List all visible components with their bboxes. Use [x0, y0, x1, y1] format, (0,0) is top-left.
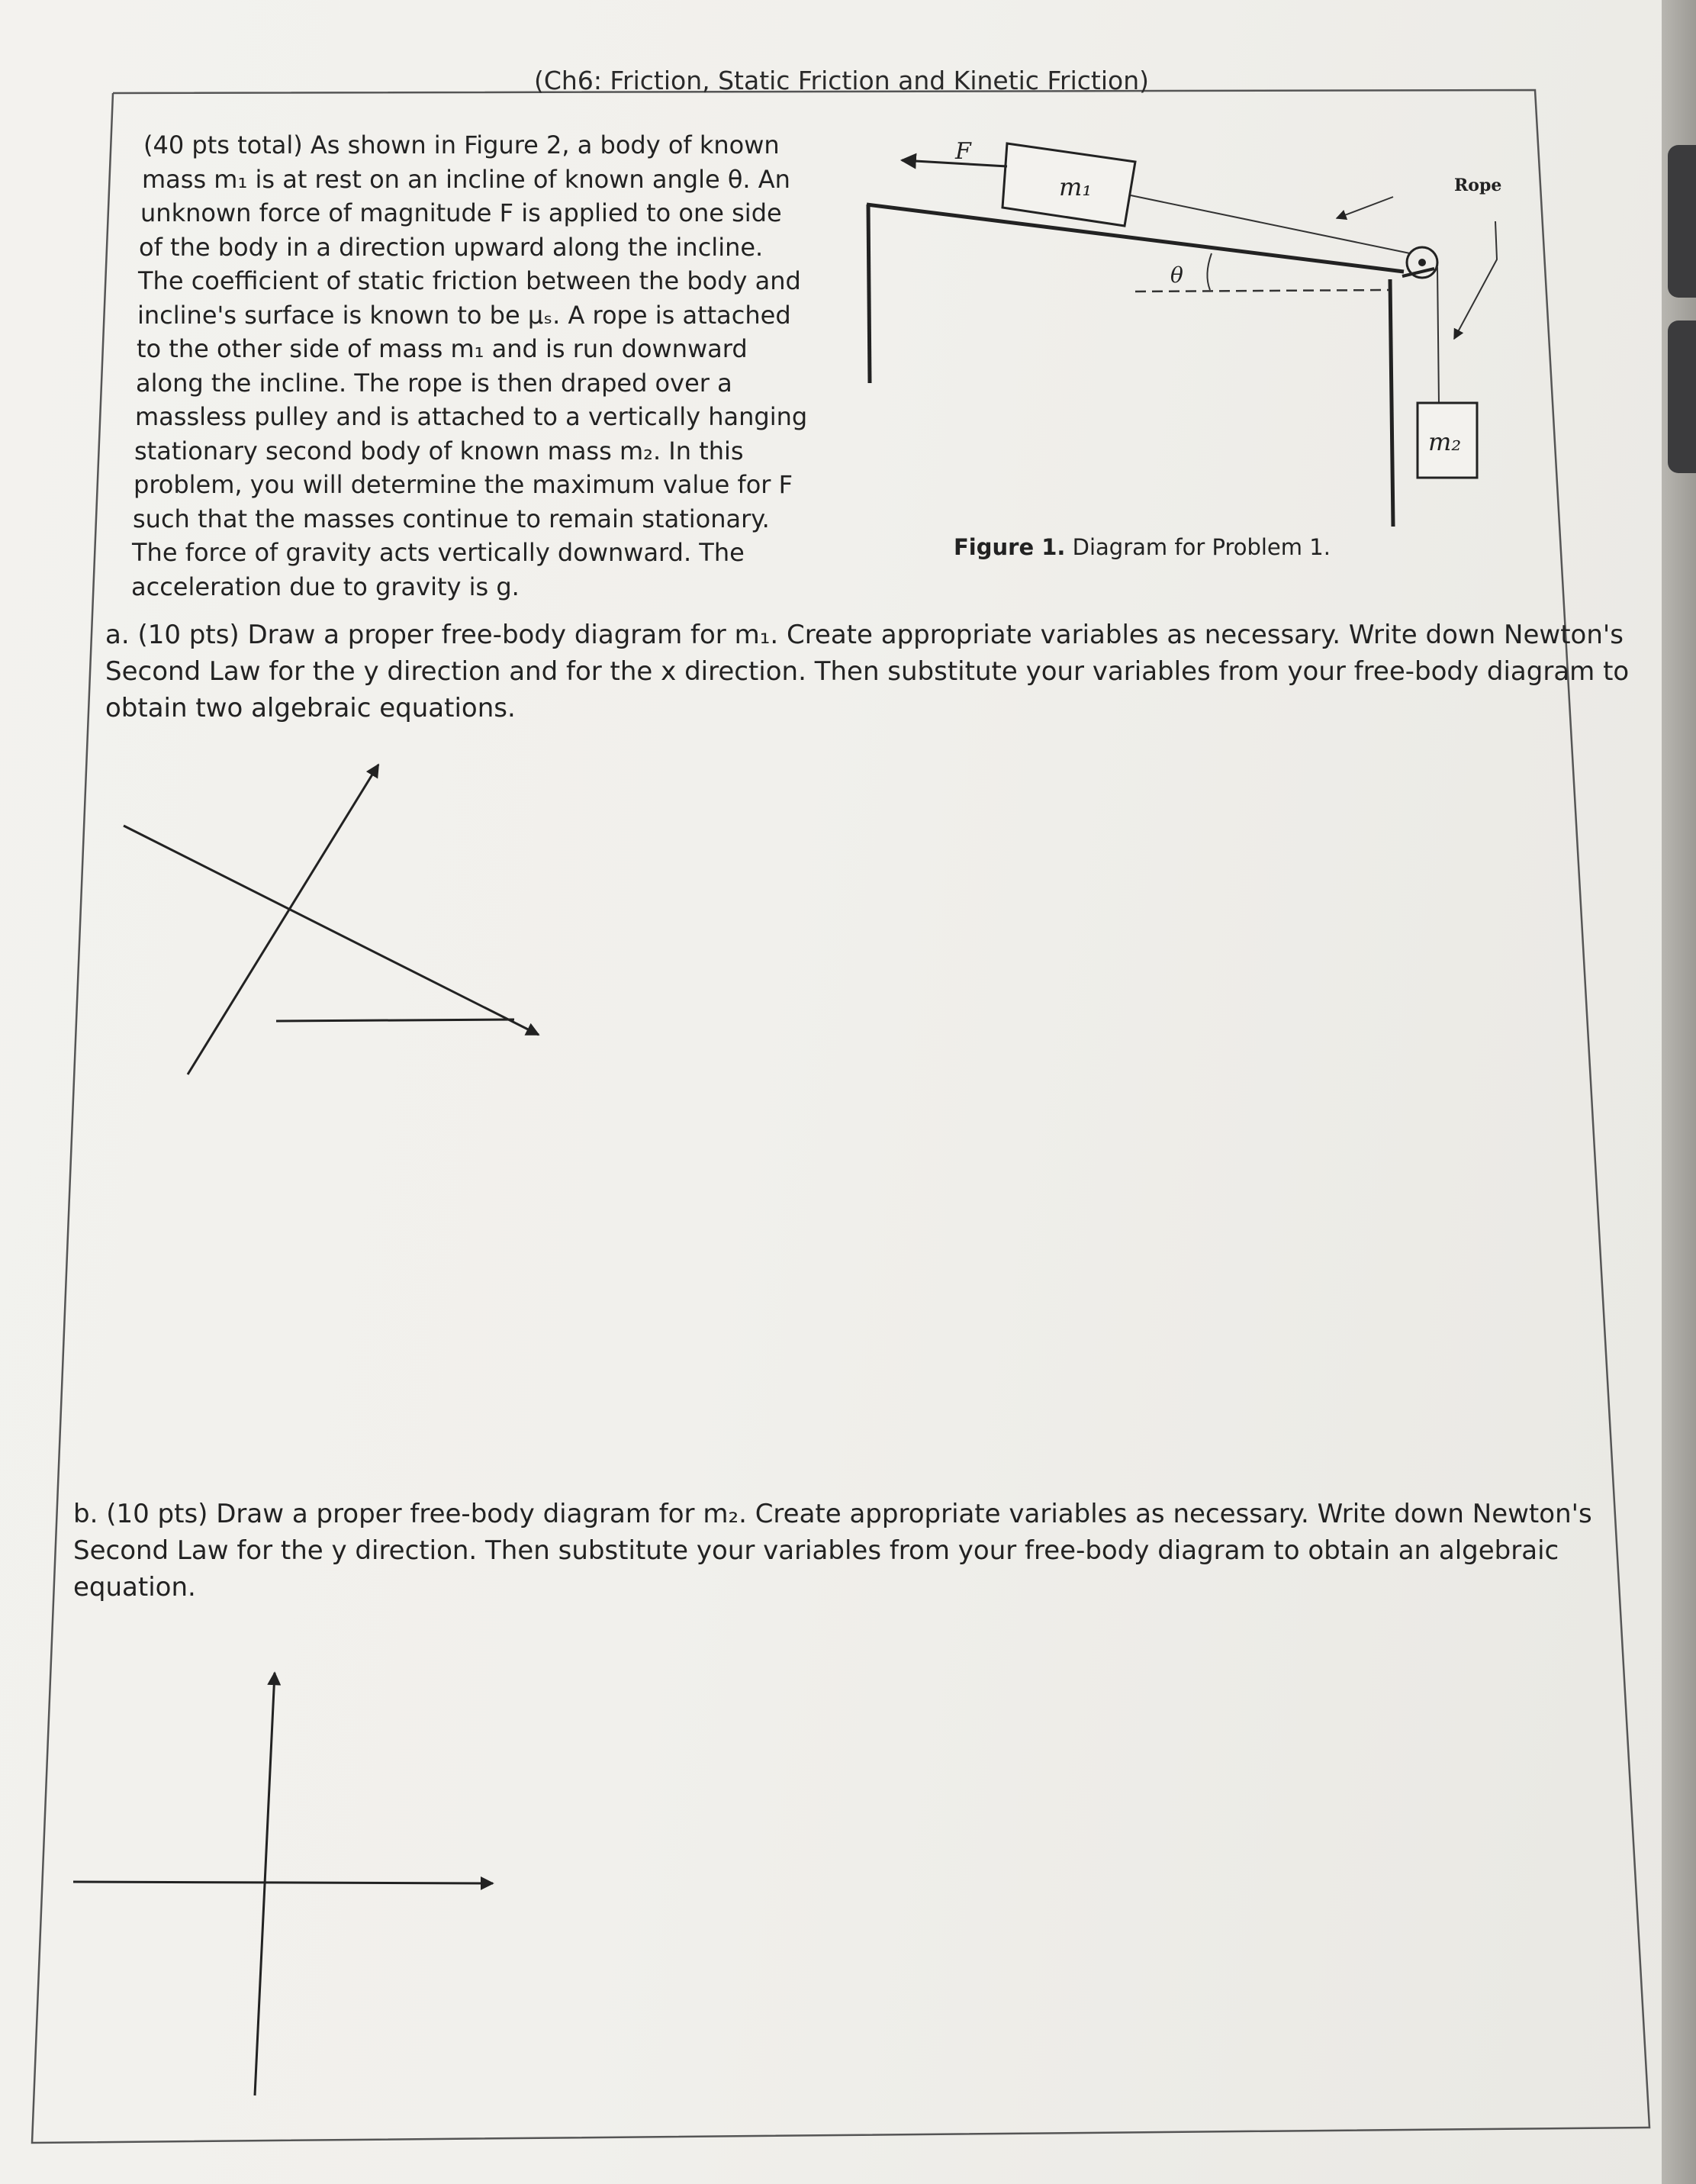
problem-line: massless pulley and is attached to a vertically hanging [135, 402, 808, 431]
keyboard-key [1668, 145, 1696, 298]
figure-caption-text: Diagram for Problem 1. [1072, 534, 1331, 560]
problem-line: acceleration due to gravity is g. [131, 572, 520, 601]
rope-label: Rope [1454, 176, 1502, 195]
problem-line: unknown force of magnitude F is applied to one side [140, 198, 782, 227]
page-title: (Ch6: Friction, Static Friction and Kinetic Friction) [534, 66, 1149, 95]
problem-line: along the incline. The rope is then draped over a [136, 368, 732, 398]
problem-line: such that the masses continue to remain stationary. [133, 504, 770, 533]
vertical-axis [255, 1673, 275, 2095]
part-a-line: Second Law for the y direction and for the x direction. Then substitute your variables from your free-body diagram to [105, 656, 1630, 687]
problem-line: The force of gravity acts vertically downward. The [132, 538, 745, 567]
mass2-label: m₂ [1428, 427, 1462, 456]
problem-line: stationary second body of known mass m₂. In this [134, 436, 744, 465]
part-b-line: equation. [73, 1572, 196, 1603]
part-a-line: a. (10 pts) Draw a proper free-body diagram for m₁. Create appropriate variables as necessary. Write down Newton's [105, 620, 1624, 650]
problem-line: The coefficient of static friction between the body and [138, 266, 801, 295]
horizontal-axis [73, 1882, 493, 1883]
force-label: F [955, 138, 971, 165]
problem-line: problem, you will determine the maximum value for F [134, 470, 793, 499]
part-b-line: Second Law for the y direction. Then substitute your variables from your free-body diagram to obtain an algebraic [73, 1535, 1559, 1566]
problem-line: mass m₁ is at rest on an incline of known angle θ. An [142, 164, 790, 194]
problem-line: (40 pts total) As shown in Figure 2, a body of known [143, 130, 780, 159]
part-b-line: b. (10 pts) Draw a proper free-body diagram for m₂. Create appropriate variables as necessary. Write down Newton's [73, 1499, 1592, 1529]
problem-line: of the body in a direction upward along the incline. [139, 232, 764, 262]
part-a-line: obtain two algebraic equations. [105, 693, 516, 723]
problem-line: incline's surface is known to be μₛ. A rope is attached [137, 300, 791, 330]
angle-label: θ [1170, 263, 1183, 288]
figure-caption-number: Figure 1. [954, 534, 1066, 560]
keyboard-key [1668, 321, 1696, 473]
problem-line: to the other side of mass m₁ and is run downward [137, 334, 748, 363]
mass1-label: m₁ [1059, 172, 1093, 201]
